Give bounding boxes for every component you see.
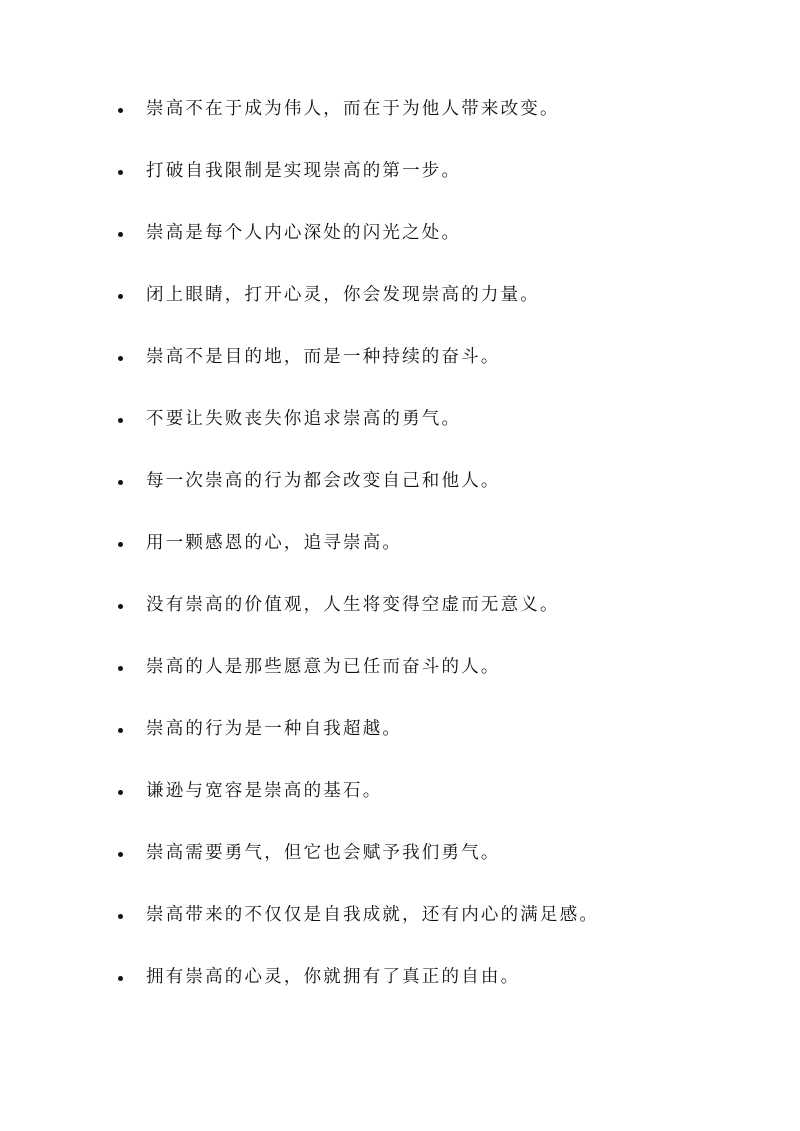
bullet-icon [118, 852, 123, 857]
bullet-icon [118, 108, 123, 113]
list-item-text: 崇高的人是那些愿意为已任而奋斗的人。 [146, 657, 501, 677]
list-item-text: 崇高不在于成为伟人，而在于为他人带来改变。 [146, 99, 560, 119]
list-item [118, 92, 738, 154]
bullet-icon [118, 604, 123, 609]
list-item [118, 154, 738, 216]
bullet-icon [118, 418, 123, 423]
list-item [118, 774, 738, 836]
list-item-text: 拥有崇高的心灵，你就拥有了真正的自由。 [146, 967, 521, 987]
list-item [118, 526, 738, 588]
list-item-text: 崇高不是目的地，而是一种持续的奋斗。 [146, 347, 501, 367]
list-item-text: 崇高是每个人内心深处的闪光之处。 [146, 223, 462, 243]
list-item [118, 588, 738, 650]
bullet-list [118, 92, 738, 1022]
list-item-text: 每一次崇高的行为都会改变自己和他人。 [146, 471, 501, 491]
bullet-icon [118, 542, 123, 547]
bullet-icon [118, 294, 123, 299]
list-item-text: 打破自我限制是实现崇高的第一步。 [146, 161, 462, 181]
list-item [118, 650, 738, 712]
list-item-text: 谦逊与宽容是崇高的基石。 [146, 781, 383, 801]
list-item [118, 340, 738, 402]
list-item [118, 216, 738, 278]
list-item [118, 464, 738, 526]
bullet-icon [118, 356, 123, 361]
list-item-text: 不要让失败丧失你追求崇高的勇气。 [146, 409, 462, 429]
bullet-icon [118, 790, 123, 795]
list-item-text: 闭上眼睛，打开心灵，你会发现崇高的力量。 [146, 285, 540, 305]
bullet-icon [118, 170, 123, 175]
list-item [118, 898, 738, 960]
list-item [118, 278, 738, 340]
list-item [118, 836, 738, 898]
bullet-icon [118, 728, 123, 733]
bullet-icon [118, 666, 123, 671]
bullet-icon [118, 976, 123, 981]
list-item [118, 960, 738, 1022]
list-item-text: 崇高带来的不仅仅是自我成就，还有内心的满足感。 [146, 905, 600, 925]
list-item [118, 712, 738, 774]
list-item-text: 用一颗感恩的心，追寻崇高。 [146, 533, 403, 553]
list-item-text: 崇高需要勇气，但它也会赋予我们勇气。 [146, 843, 501, 863]
list-item [118, 402, 738, 464]
list-item-text: 崇高的行为是一种自我超越。 [146, 719, 403, 739]
bullet-icon [118, 232, 123, 237]
bullet-icon [118, 480, 123, 485]
bullet-icon [118, 914, 123, 919]
list-item-text: 没有崇高的价值观，人生将变得空虚而无意义。 [146, 595, 560, 615]
